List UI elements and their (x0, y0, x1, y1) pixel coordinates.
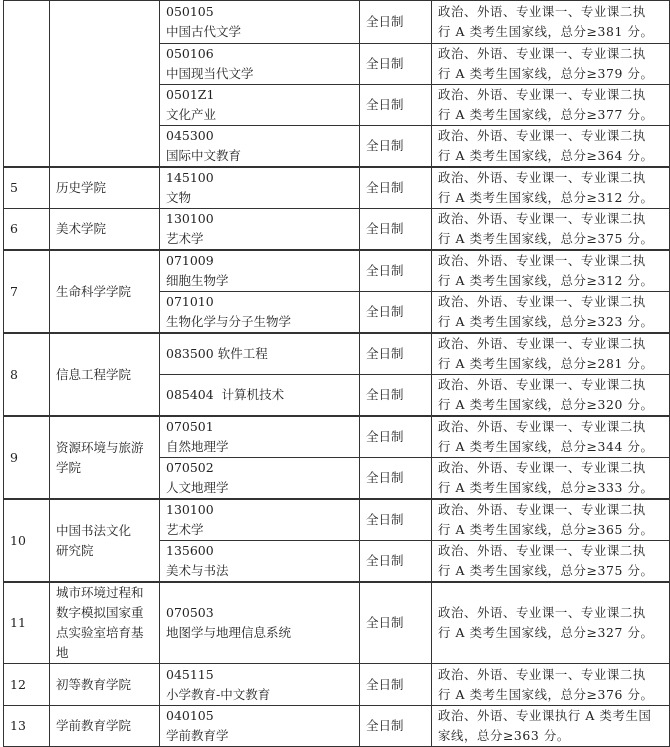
college-name: 初等教育学院 (50, 664, 160, 706)
score-requirement (432, 375, 670, 417)
score-requirement (432, 126, 670, 168)
major-cell (160, 1, 360, 44)
major-cell (160, 375, 360, 417)
study-mode: 全日制 (360, 375, 432, 417)
row-number: 8 (4, 333, 50, 416)
major-cell (160, 44, 360, 85)
major-name: 文化产业 (166, 107, 217, 122)
requirement-line-2: 行 A 类考生国家线，总分≥333 分。 (438, 480, 654, 495)
major-name: 美术与书法 (166, 563, 229, 578)
college-name: 学前教育学院 (50, 706, 160, 747)
major-name: 小学教育-中文教育 (166, 686, 271, 702)
admission-score-table (3, 0, 667, 743)
college-name (50, 416, 160, 499)
requirement-line-2: 行 A 类考生国家线，总分≥281 分。 (438, 356, 654, 371)
row-number: 5 (4, 167, 50, 209)
college-name-line-2: 数字模拟国家重 (56, 605, 144, 620)
row-number: 7 (4, 250, 50, 333)
score-requirement (432, 458, 670, 500)
requirement-line-2: 行 A 类考生国家线，总分≥365 分。 (438, 522, 654, 537)
requirement-line-2: 行 A 类考生国家线，总分≥381 分。 (438, 24, 654, 39)
college-name (50, 499, 160, 582)
major-code: 130100 (166, 502, 214, 517)
table-row (4, 167, 670, 209)
table-row (4, 1, 670, 44)
study-mode: 全日制 (360, 582, 432, 664)
major-cell (160, 250, 360, 292)
study-mode: 全日制 (360, 458, 432, 500)
table-row (4, 664, 670, 706)
college-name-line-3: 点实验室培育基 (56, 625, 144, 640)
requirement-line-1: 政治、外语、专业课一、专业课二执 (438, 543, 646, 558)
row-number: 10 (4, 499, 50, 582)
requirement-line-2: 家线，总分≥363 分。 (438, 728, 570, 743)
major-code: 045300 (166, 128, 214, 143)
major-code: 135600 (166, 543, 214, 558)
major-name: 生物化学与分子生物学 (166, 314, 292, 329)
major-name: 地图学与地理信息系统 (166, 625, 292, 640)
major-cell (160, 664, 360, 706)
row-number: 12 (4, 664, 50, 706)
study-mode: 全日制 (360, 499, 432, 541)
requirement-line-2: 行 A 类考生国家线，总分≥379 分。 (438, 66, 654, 81)
requirement-line-2: 行 A 类考生国家线，总分≥344 分。 (438, 439, 654, 454)
study-mode: 全日制 (360, 167, 432, 209)
major-code: 071010 (166, 294, 214, 309)
major-cell (160, 582, 360, 664)
major-code: 040105 (166, 708, 214, 723)
score-requirement (432, 167, 670, 209)
requirement-line-1: 政治、外语、专业课一、专业课二执 (438, 666, 646, 682)
college-name-line-1: 城市环境过程和 (56, 585, 144, 600)
requirement-line-2: 行 A 类考生国家线，总分≥364 分。 (438, 148, 654, 163)
major-code: 071009 (166, 253, 214, 268)
college-name (50, 582, 160, 664)
major-name: 艺术学 (166, 231, 204, 246)
major-name: 细胞生物学 (166, 273, 229, 288)
major-name: 人文地理学 (166, 480, 229, 495)
major-code-name: 083500 软件工程 (166, 346, 268, 361)
requirement-line-1: 政治、外语、专业课一、专业课二执 (438, 502, 646, 517)
study-mode: 全日制 (360, 664, 432, 706)
major-name: 中国现当代文学 (166, 66, 254, 81)
study-mode: 全日制 (360, 292, 432, 334)
major-cell (160, 416, 360, 458)
study-mode: 全日制 (360, 250, 432, 292)
requirement-line-2: 行 A 类考生国家线，总分≥312 分。 (438, 190, 654, 205)
requirement-line-1: 政治、外语、专业课一、专业课二执 (438, 377, 646, 392)
major-code: 145100 (166, 170, 214, 185)
requirement-line-1: 政治、外语、专业课一、专业课二执 (438, 211, 646, 226)
table-row (4, 499, 670, 541)
requirement-line-2: 行 A 类考生国家线，总分≥327 分。 (438, 625, 654, 640)
row-number (4, 1, 50, 168)
score-requirement (432, 292, 670, 334)
major-cell (160, 126, 360, 168)
score-requirement (432, 1, 670, 44)
major-name: 国际中文教育 (166, 148, 242, 163)
table-row (4, 416, 670, 458)
table-row (4, 706, 670, 747)
table-row (4, 209, 670, 251)
major-name: 学前教育学 (166, 728, 229, 743)
study-mode: 全日制 (360, 706, 432, 747)
major-cell (160, 706, 360, 747)
study-mode: 全日制 (360, 85, 432, 126)
study-mode: 全日制 (360, 209, 432, 251)
major-cell (160, 167, 360, 209)
requirement-line-1: 政治、外语、专业课一、专业课二执 (438, 128, 646, 143)
college-name: 历史学院 (50, 167, 160, 209)
major-code: 0501Z1 (166, 87, 215, 102)
row-number: 11 (4, 582, 50, 664)
study-mode: 全日制 (360, 416, 432, 458)
major-cell (160, 499, 360, 541)
study-mode: 全日制 (360, 126, 432, 168)
major-name: 艺术学 (166, 522, 204, 537)
row-number: 9 (4, 416, 50, 499)
requirement-line-2: 行 A 类考生国家线，总分≥375 分。 (438, 563, 654, 578)
college-name-line-2: 学院 (56, 459, 82, 475)
score-requirement (432, 499, 670, 541)
major-name: 文物 (166, 190, 192, 205)
score-requirement (432, 250, 670, 292)
major-code: 070501 (166, 419, 214, 434)
score-requirement (432, 664, 670, 706)
requirement-line-1: 政治、外语、专业课一、专业课二执 (438, 336, 646, 351)
major-cell (160, 541, 360, 583)
score-requirement (432, 582, 670, 664)
college-name-line-1: 资源环境与旅游 (56, 439, 144, 455)
requirement-line-1: 政治、外语、专业课一、专业课二执 (438, 170, 646, 185)
requirement-line-1: 政治、外语、专业课一、专业课二执 (438, 4, 646, 19)
table-row (4, 250, 670, 292)
college-name (50, 1, 160, 168)
study-mode: 全日制 (360, 1, 432, 44)
study-mode: 全日制 (360, 541, 432, 583)
major-name: 自然地理学 (166, 439, 229, 454)
score-requirement (432, 541, 670, 583)
study-mode: 全日制 (360, 44, 432, 85)
study-mode: 全日制 (360, 333, 432, 375)
major-name: 中国古代文学 (166, 24, 242, 39)
table-row (4, 333, 670, 375)
score-requirement (432, 333, 670, 375)
requirement-line-1: 政治、外语、专业课执行 A 类考生国 (438, 708, 652, 723)
major-code: 070502 (166, 460, 214, 475)
requirement-line-1: 政治、外语、专业课一、专业课二执 (438, 419, 646, 434)
score-requirement (432, 706, 670, 747)
major-cell (160, 85, 360, 126)
requirement-line-1: 政治、外语、专业课一、专业课二执 (438, 87, 646, 102)
major-cell (160, 333, 360, 375)
requirement-line-1: 政治、外语、专业课一、专业课二执 (438, 605, 646, 620)
major-cell (160, 292, 360, 334)
row-number: 13 (4, 706, 50, 747)
requirement-line-2: 行 A 类考生国家线，总分≥377 分。 (438, 107, 654, 122)
requirement-line-1: 政治、外语、专业课一、专业课二执 (438, 46, 646, 61)
requirement-line-2: 行 A 类考生国家线，总分≥320 分。 (438, 397, 654, 412)
score-requirement (432, 416, 670, 458)
score-requirement (432, 85, 670, 126)
college-name: 生命科学学院 (50, 250, 160, 333)
major-code: 045115 (166, 666, 214, 682)
requirement-line-2: 行 A 类考生国家线，总分≥376 分。 (438, 686, 654, 702)
requirement-line-2: 行 A 类考生国家线，总分≥323 分。 (438, 314, 654, 329)
requirement-line-1: 政治、外语、专业课一、专业课二执 (438, 294, 646, 309)
college-name: 美术学院 (50, 209, 160, 251)
major-cell (160, 209, 360, 251)
score-requirement (432, 44, 670, 85)
major-code-name: 085404 计算机技术 (166, 387, 285, 402)
major-code: 130100 (166, 211, 214, 226)
requirement-line-2: 行 A 类考生国家线，总分≥375 分。 (438, 231, 654, 246)
requirement-line-1: 政治、外语、专业课一、专业课二执 (438, 253, 646, 268)
requirement-line-2: 行 A 类考生国家线，总分≥312 分。 (438, 273, 654, 288)
college-name-line-1: 中国书法文化 (56, 522, 132, 538)
major-cell (160, 458, 360, 500)
major-code: 070503 (166, 605, 214, 620)
score-requirement (432, 209, 670, 251)
major-code: 050105 (166, 4, 214, 19)
college-name: 信息工程学院 (50, 333, 160, 416)
college-name-line-2: 研究院 (56, 542, 94, 558)
table-row (4, 582, 670, 664)
row-number: 6 (4, 209, 50, 251)
college-name-line-4: 地 (56, 645, 69, 660)
major-code: 050106 (166, 46, 214, 61)
requirement-line-1: 政治、外语、专业课一、专业课二执 (438, 460, 646, 475)
